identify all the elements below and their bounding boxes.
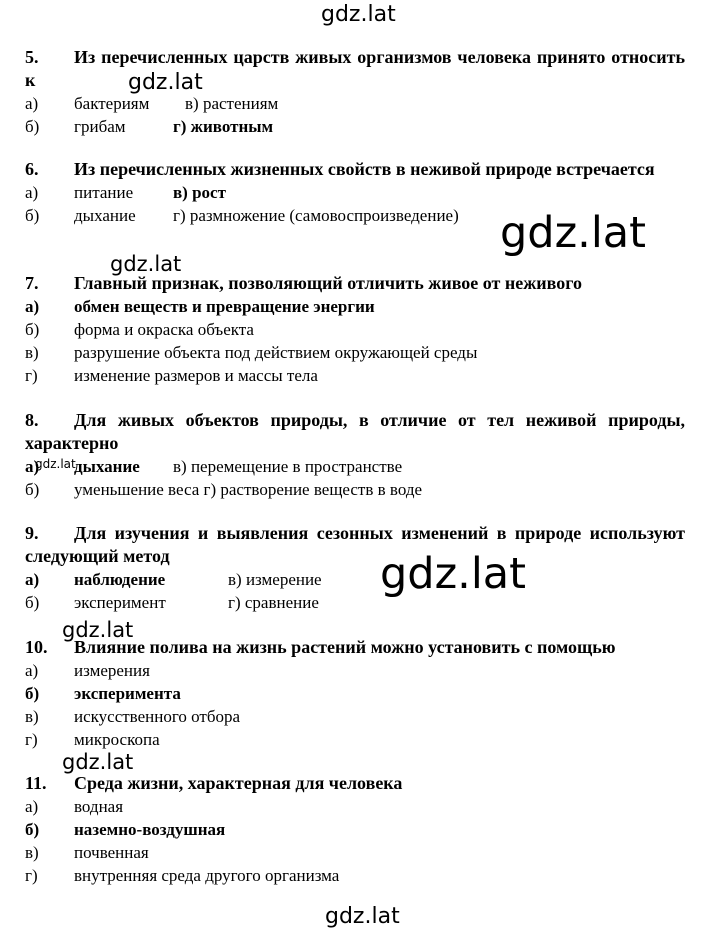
answer-text: разрушение объекта под действием окружающей среды xyxy=(74,343,478,362)
answer-text: микроскопа xyxy=(74,730,160,749)
question-number: 7. xyxy=(25,273,39,293)
answer-letter: б) xyxy=(25,593,40,612)
answer-letter: а) xyxy=(25,570,40,589)
watermark-bottom: gdz.lat xyxy=(325,904,400,929)
question-number: 9. xyxy=(25,523,39,543)
watermark-q5: gdz.lat xyxy=(128,70,203,95)
answer-text: форма и окраска объекта xyxy=(74,320,254,339)
watermark-small-q8: gdz.lat xyxy=(35,457,76,471)
answer-row xyxy=(25,318,685,341)
question-text: Для живых объектов природы, в отличие от тел неживой природы, характерно xyxy=(25,410,685,453)
question-11 xyxy=(25,772,685,887)
answer-letter: а) xyxy=(25,183,39,202)
question-text: Влияние полива на жизнь растений можно установить с помощью xyxy=(74,637,616,657)
answer-letter: б) xyxy=(25,117,40,136)
answer-letter: г) xyxy=(25,866,38,885)
answer-row xyxy=(25,478,685,501)
answer-row xyxy=(25,568,685,591)
answer-text: уменьшение веса г) растворение веществ в воде xyxy=(74,480,423,499)
answer-row-correct xyxy=(25,295,685,318)
answer-letter: б) xyxy=(25,206,40,225)
answer-row-correct xyxy=(25,818,685,841)
answer-row xyxy=(25,864,685,887)
watermark-large-q6: gdz.lat xyxy=(500,208,646,258)
answer-row-correct xyxy=(25,682,685,705)
answer-text: внутренняя среда другого организма xyxy=(74,866,340,885)
answer-alt: г) сравнение xyxy=(228,593,319,612)
question-6 xyxy=(25,158,685,227)
answer-row xyxy=(25,795,685,818)
watermark-q10: gdz.lat xyxy=(62,618,134,642)
question-text: Главный признак, позволяющий отличить живое от неживого xyxy=(74,273,582,293)
answer-alt: в) измерение xyxy=(228,570,322,589)
watermark-q11: gdz.lat xyxy=(62,750,134,774)
question-5 xyxy=(25,46,685,138)
question-text: Для изучения и выявления сезонных изменений в природе используют следующий метод xyxy=(25,523,685,566)
answer-row xyxy=(25,659,685,682)
answer-letter: б) xyxy=(25,480,40,499)
answer-letter: б) xyxy=(25,820,40,839)
question-7 xyxy=(25,272,685,387)
answer-letter: в) xyxy=(25,707,39,726)
answer-letter: г) xyxy=(25,730,38,749)
answer-letter: а) xyxy=(25,94,39,113)
answer-text: эксперимента xyxy=(74,684,181,703)
answer-text: измерения xyxy=(74,661,150,680)
watermark-q7: gdz.lat xyxy=(110,252,182,276)
answer-text: водная xyxy=(74,797,124,816)
question-number: 8. xyxy=(25,410,39,430)
answer-letter: а) xyxy=(25,797,39,816)
answer-row xyxy=(25,591,685,614)
answer-letter: б) xyxy=(25,684,40,703)
answer-row xyxy=(25,92,685,115)
answer-text-correct: дыхание xyxy=(74,457,140,476)
answer-alt-correct: в) рост xyxy=(173,183,226,202)
question-10 xyxy=(25,636,685,751)
answer-text: искусственного отбора xyxy=(74,707,241,726)
answer-row xyxy=(25,455,685,478)
question-text: Из перечисленных жизненных свойств в неживой природе встречается xyxy=(74,159,655,179)
answer-text: обмен веществ и превращение энергии xyxy=(74,297,375,316)
question-number: 11. xyxy=(25,773,47,793)
answer-text: грибам xyxy=(74,117,126,136)
answer-letter: а) xyxy=(25,457,40,476)
answer-alt: в) растениям xyxy=(185,94,279,113)
answer-text: эксперимент xyxy=(74,593,166,612)
answer-text-correct: наблюдение xyxy=(74,570,166,589)
question-9 xyxy=(25,522,685,614)
answer-letter: а) xyxy=(25,297,40,316)
answer-text: наземно-воздушная xyxy=(74,820,226,839)
question-number: 6. xyxy=(25,159,39,179)
answer-row xyxy=(25,341,685,364)
question-text: Из перечисленных царств живых организмов человека принято относить к xyxy=(25,47,685,90)
answer-text: изменение размеров и массы тела xyxy=(74,366,318,385)
answer-row xyxy=(25,364,685,387)
question-8 xyxy=(25,409,685,501)
answer-letter: г) xyxy=(25,366,38,385)
watermark-large-q9: gdz.lat xyxy=(380,549,526,599)
answer-row xyxy=(25,705,685,728)
answer-row xyxy=(25,204,685,227)
question-number: 10. xyxy=(25,637,48,657)
question-number: 5. xyxy=(25,47,39,67)
answer-row xyxy=(25,115,685,138)
answer-letter: б) xyxy=(25,320,40,339)
answer-letter: а) xyxy=(25,661,39,680)
answer-letter: в) xyxy=(25,343,39,362)
answer-row xyxy=(25,181,685,204)
answer-text: почвенная xyxy=(74,843,149,862)
answer-text: питание xyxy=(74,183,134,202)
answer-alt: в) перемещение в пространстве xyxy=(173,457,403,476)
answer-text: дыхание xyxy=(74,206,136,225)
watermark-top: gdz.lat xyxy=(321,2,396,27)
answer-letter: в) xyxy=(25,843,39,862)
answer-text: бактериям xyxy=(74,94,150,113)
answer-alt: г) размножение (самовоспроизведение) xyxy=(173,206,459,225)
answer-row xyxy=(25,728,685,751)
answer-row xyxy=(25,841,685,864)
question-text: Среда жизни, характерная для человека xyxy=(74,773,403,793)
answer-alt-correct: г) животным xyxy=(173,117,274,136)
